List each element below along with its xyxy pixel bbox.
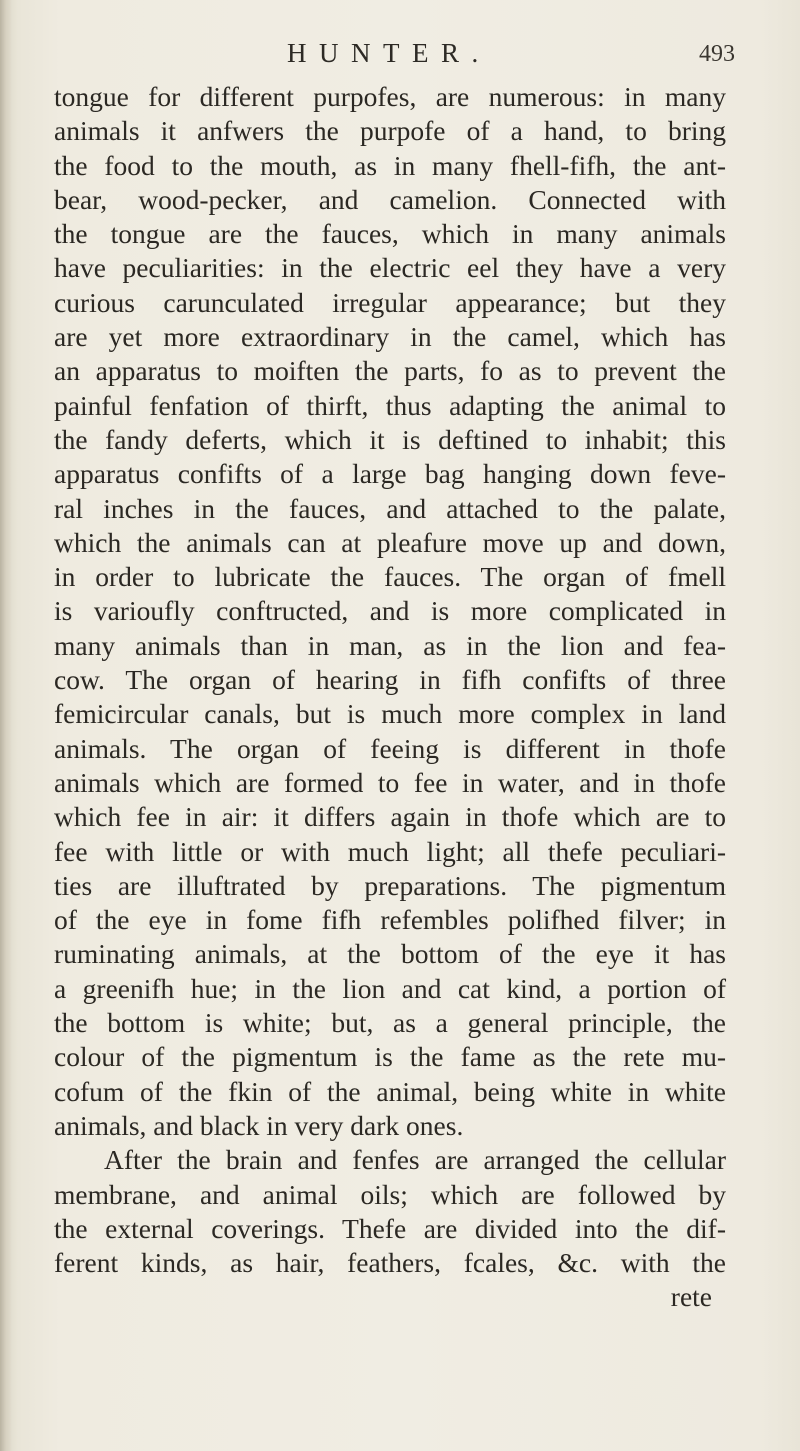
text-line: cofum of the fkin of the animal, being white in white bbox=[54, 1075, 726, 1107]
text-line: animals it anfwers the purpofe of a hand, to bring bbox=[54, 115, 726, 147]
text-line: femicircular canals, but is much more complex in land bbox=[54, 698, 726, 730]
text-line: are yet more extraordinary in the camel, which has bbox=[54, 321, 726, 353]
text-line: cow. The organ of hearing in fifh confifts of three bbox=[54, 664, 726, 696]
text-line: animals which are formed to fee in water, and in thofe bbox=[54, 766, 726, 798]
running-head bbox=[0, 38, 800, 78]
text-line: of the eye in fome fifh refembles polifhed filver; in bbox=[54, 904, 726, 936]
text-line: fee with little or with much light; all thefe peculiari- bbox=[54, 835, 726, 867]
text-line: ferent kinds, as hair, feathers, fcales, &c. with the bbox=[54, 1247, 726, 1279]
paragraph-end-line: animals, and black in very dark ones. bbox=[54, 1109, 464, 1141]
text-line: a greenifh hue; in the lion and cat kind, a portion of bbox=[54, 972, 726, 1004]
text-line: in order to lubricate the fauces. The organ of fmell bbox=[54, 561, 726, 593]
text-line: painful fenfation of thirft, thus adapting the animal to bbox=[54, 389, 726, 421]
page-gutter-shadow bbox=[0, 0, 12, 1451]
text-line: have peculiarities: in the electric eel they have a very bbox=[54, 252, 726, 284]
text-line: is varioufly conftructed, and is more complicated in bbox=[54, 595, 726, 627]
text-line: colour of the pigmentum is the fame as the rete mu- bbox=[54, 1041, 726, 1073]
text-line: the tongue are the fauces, which in many animals bbox=[54, 218, 726, 250]
text-line: which fee in air: it differs again in thofe which are to bbox=[54, 801, 726, 833]
text-line: bear, wood-pecker, and camelion. Connected with bbox=[54, 183, 726, 215]
text-line: curious carunculated irregular appearance; but they bbox=[54, 286, 726, 318]
text-line: the bottom is white; but, as a general principle, the bbox=[54, 1007, 726, 1039]
running-head-title: HUNTER. bbox=[287, 38, 491, 68]
text-line: animals. The organ of feeing is different in thofe bbox=[54, 732, 726, 764]
text-line: the fandy deferts, which it is deftined to inhabit; this bbox=[54, 423, 726, 455]
text-line: which the animals can at pleafure move up and down, bbox=[54, 526, 726, 558]
text-line: ties are illuftrated by preparations. The pigmentum bbox=[54, 869, 726, 901]
text-line: apparatus confifts of a large bag hanging down feve- bbox=[54, 458, 726, 490]
body-text bbox=[54, 80, 726, 1315]
text-line: ruminating animals, at the bottom of the eye it has bbox=[54, 938, 726, 970]
text-line: the food to the mouth, as in many fhell-fifh, the ant- bbox=[54, 149, 726, 181]
text-line: an apparatus to moiften the parts, fo as to prevent the bbox=[54, 355, 726, 387]
catchword: rete bbox=[670, 1281, 712, 1313]
text-line: membrane, and animal oils; which are followed by bbox=[54, 1178, 726, 1210]
page-number: 493 bbox=[699, 41, 735, 67]
text-line: tongue for different purpofes, are numerous: in many bbox=[54, 81, 726, 112]
text-line: ral inches in the fauces, and attached to the palate, bbox=[54, 492, 726, 524]
paragraph-start-line: After the brain and fenfes are arranged the cellular bbox=[104, 1144, 726, 1176]
text-line: many animals than in man, as in the lion and fea- bbox=[54, 629, 726, 661]
text-line: the external coverings. Thefe are divided into the dif- bbox=[54, 1212, 726, 1244]
